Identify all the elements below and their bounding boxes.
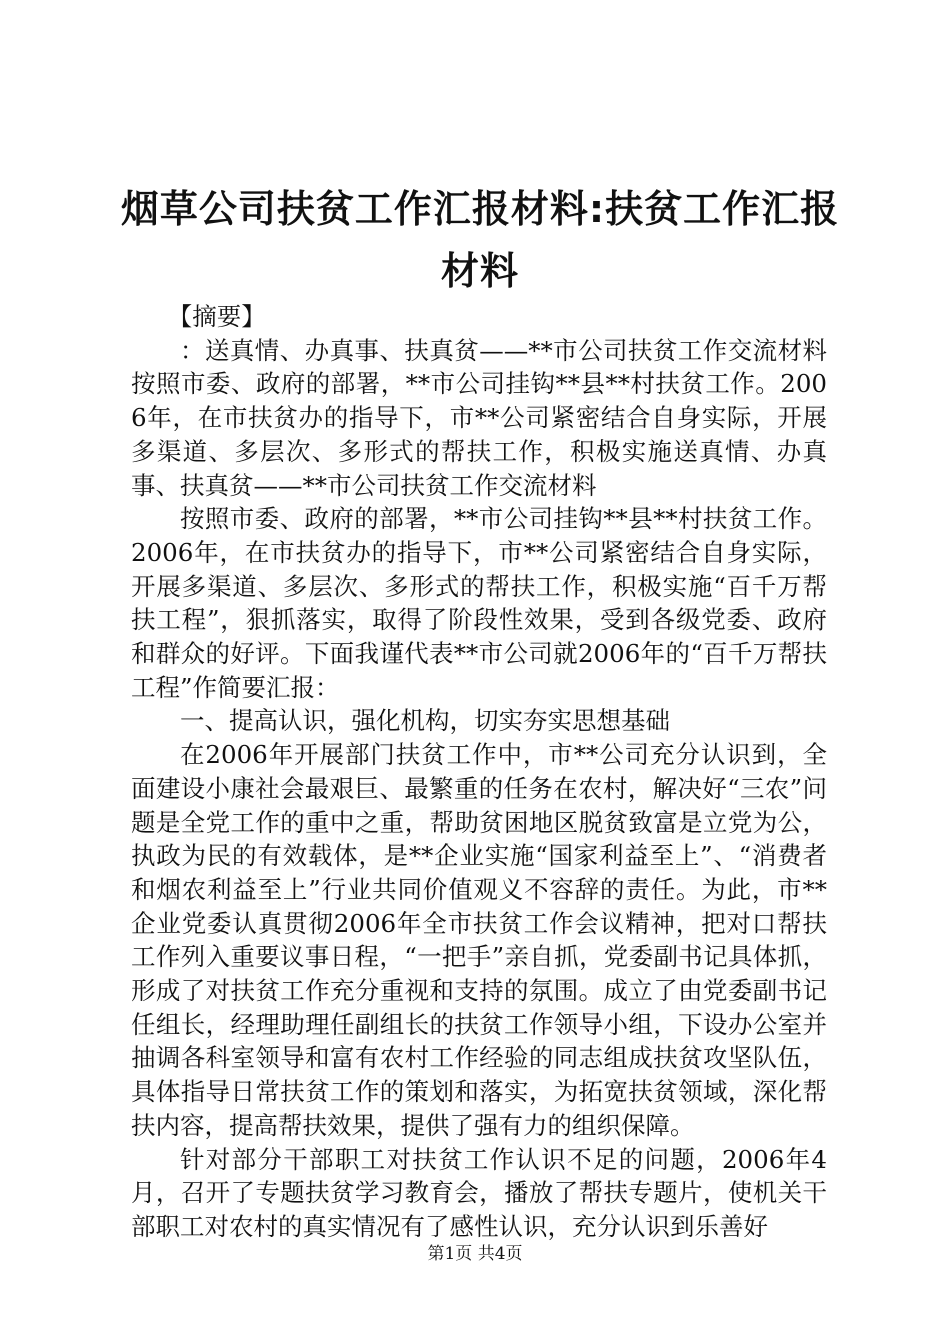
paragraph-abstract: ：送真情、办真事、扶真贫——**市公司扶贫工作交流材料按照市委、政府的部署，**市公司挂钩**县**村扶贫工作。2006年，在市扶贫办的指导下，市**公司紧密结合自身实际，开展多渠道、多层次、多形式的帮扶工作，积极实施送真情、办真事、扶真贫——**市公司扶贫工作交流材料 [131, 335, 827, 500]
paragraph-intro: 按照市委、政府的部署，**市公司挂钩**县**村扶贫工作。2006年，在市扶贫办的指导下，市**公司紧密结合自身实际，开展多渠道、多层次、多形式的帮扶工作，积极实施“百千万帮扶工程”，狠抓落实，取得了阶段性效果，受到各级党委、政府和群众的好评。下面我谨代表**市公司就2006年的“百千万帮扶工程”作简要汇报： [131, 504, 827, 702]
paragraph: 针对部分干部职工对扶贫工作认识不足的问题，2006年4月，召开了专题扶贫学习教育会，播放了帮扶专题片，使机关干部职工对农村的真实情况有了感性认识，充分认识到乐善好 [131, 1144, 827, 1241]
page-footer: 第1页 共4页 [427, 1244, 523, 1264]
paragraph: 在2006年开展部门扶贫工作中，市**公司充分认识到，全面建设小康社会最艰巨、最繁重的任务在农村，解决好“三农”问题是全党工作的重中之重，帮助贫困地区脱贫致富是立党为公，执政为民的有效载体，是**企业实施“国家利益至上”、“消费者和烟农利益至上”行业共同价值观义不容辞的责任。为此，市**企业党委认真贯彻2006年全市扶贫工作会议精神，把对口帮扶工作列入重要议事日程，“一把手”亲自抓，党委副书记具体抓，形成了对扶贫工作充分重视和支持的氛围。成立了由党委副书记任组长，经理助理任副组长的扶贫工作领导小组，下设办公室并抽调各科室领导和富有农村工作经验的同志组成扶贫攻坚队伍，具体指导日常扶贫工作的策划和落实，为拓宽扶贫领域，深化帮扶内容，提高帮扶效果，提供了强有力的组织保障。 [131, 740, 827, 1140]
abstract-label: 【摘要】 [167, 302, 266, 331]
document-body [131, 300, 827, 1244]
section-heading: 一、提高认识，强化机构，切实夯实思想基础 [180, 706, 670, 736]
document-title: 烟草公司扶贫工作汇报材料:扶贫工作汇报材料 [120, 187, 840, 293]
